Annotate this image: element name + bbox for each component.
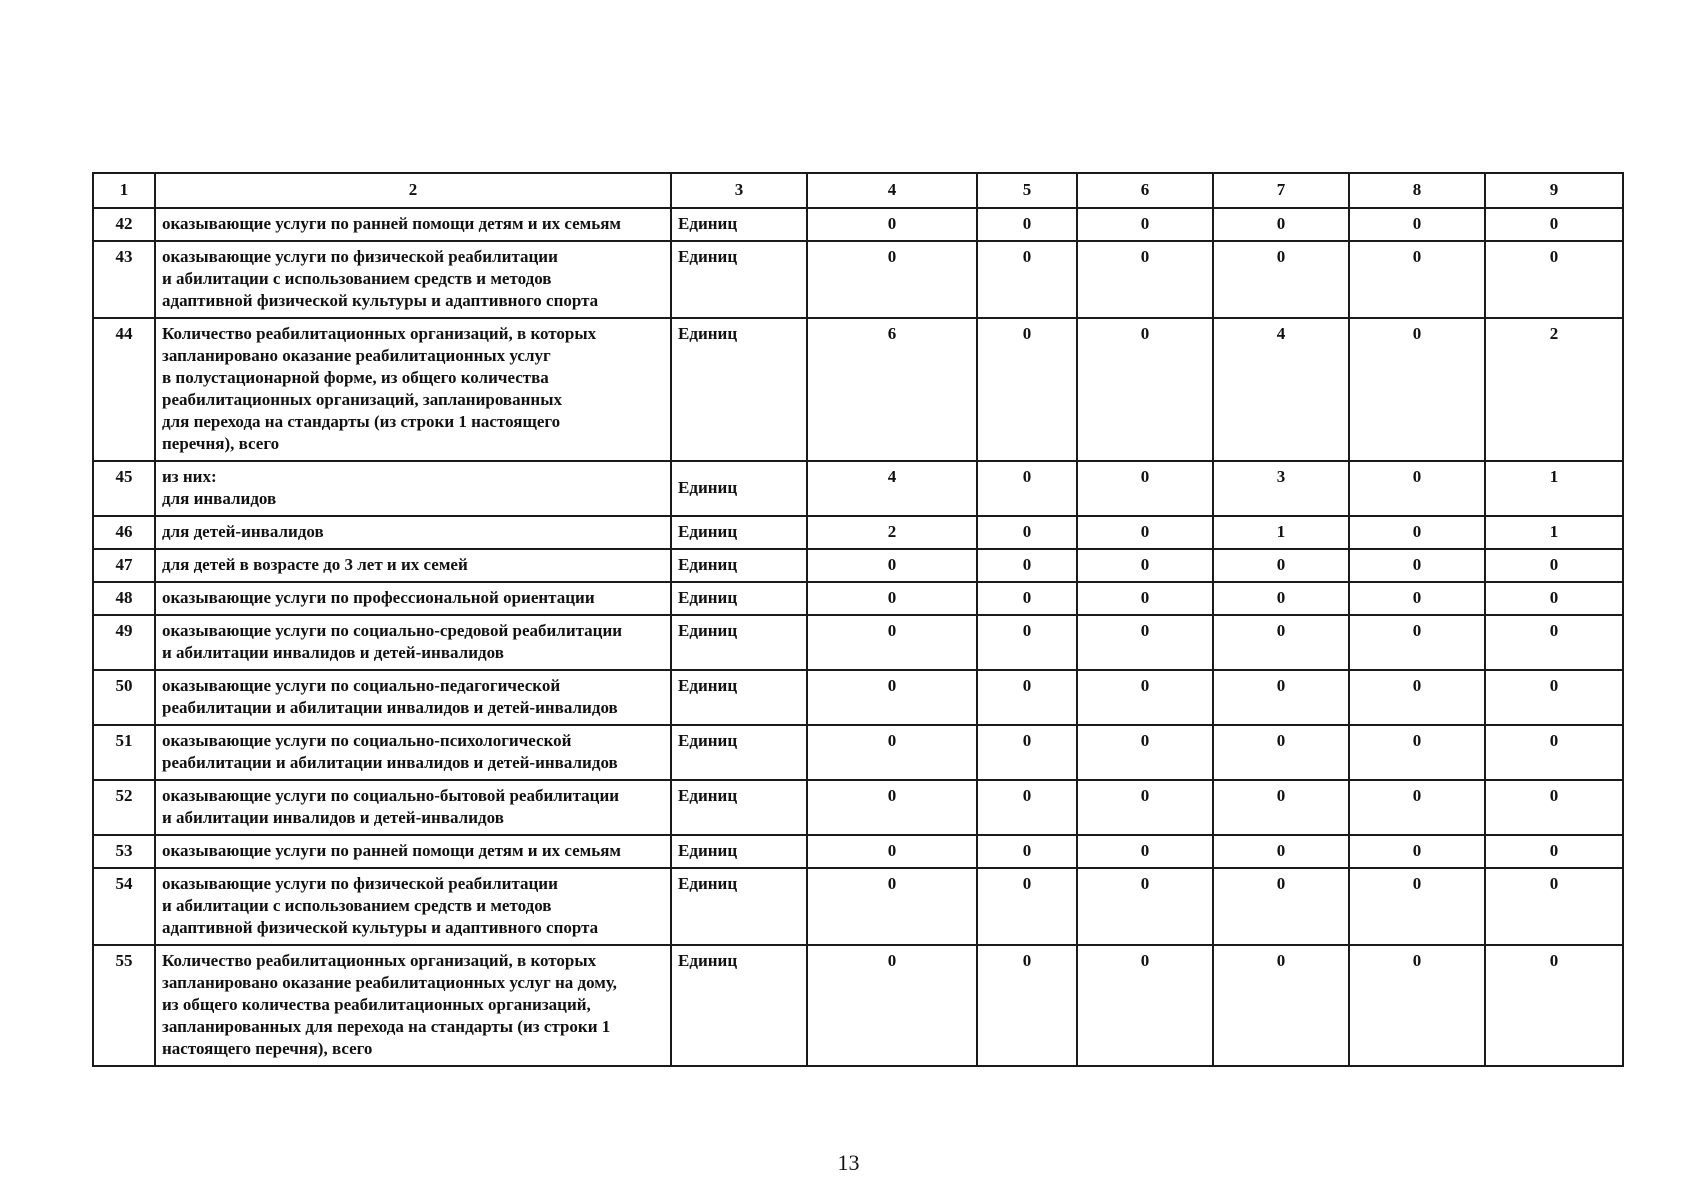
row-indicator-name: Количество реабилитационных организаций, в которых запланировано оказание реабилитационных услуг в полустационарной форме, из общего количества реабилитационных организаций, запланированных для перехода на стандарты (из строки 1 настоящего перечня), всего (155, 318, 671, 461)
row-value: 4 (807, 461, 977, 516)
row-value: 0 (1213, 615, 1349, 670)
row-unit: Единиц (671, 835, 807, 868)
row-value: 0 (1349, 318, 1485, 461)
data-table (92, 172, 1624, 1067)
row-indicator-name: оказывающие услуги по профессиональной ориентации (155, 582, 671, 615)
row-unit: Единиц (671, 241, 807, 318)
row-number: 52 (93, 780, 155, 835)
row-unit: Единиц (671, 549, 807, 582)
row-value: 0 (807, 780, 977, 835)
row-value: 0 (977, 549, 1077, 582)
column-header: 8 (1349, 173, 1485, 208)
table-row (93, 318, 1623, 461)
row-indicator-name: оказывающие услуги по физической реабилитации и абилитации с использованием средств и методов адаптивной физической культуры и адаптивного спорта (155, 868, 671, 945)
row-indicator-name: оказывающие услуги по социально-бытовой реабилитации и абилитации инвалидов и детей-инвалидов (155, 780, 671, 835)
row-value: 0 (977, 615, 1077, 670)
row-value: 0 (1077, 835, 1213, 868)
row-value: 2 (1485, 318, 1623, 461)
row-value: 0 (807, 241, 977, 318)
row-number: 47 (93, 549, 155, 582)
row-value: 0 (977, 835, 1077, 868)
row-number: 45 (93, 461, 155, 516)
row-value: 0 (1077, 461, 1213, 516)
row-value: 0 (807, 945, 977, 1066)
row-value: 0 (1349, 461, 1485, 516)
row-value: 0 (1485, 549, 1623, 582)
row-value: 0 (1077, 670, 1213, 725)
table-row (93, 945, 1623, 1066)
table-row (93, 582, 1623, 615)
row-value: 0 (1349, 835, 1485, 868)
row-value: 0 (1349, 241, 1485, 318)
row-value: 0 (1349, 208, 1485, 241)
row-value: 0 (1485, 868, 1623, 945)
table-row (93, 241, 1623, 318)
row-value: 0 (1077, 780, 1213, 835)
row-number: 48 (93, 582, 155, 615)
row-value: 0 (977, 945, 1077, 1066)
row-number: 53 (93, 835, 155, 868)
row-value: 0 (1077, 868, 1213, 945)
row-value: 0 (1485, 835, 1623, 868)
row-value: 0 (807, 868, 977, 945)
row-indicator-name: оказывающие услуги по ранней помощи детям и их семьям (155, 208, 671, 241)
row-value: 0 (1077, 516, 1213, 549)
row-indicator-name: оказывающие услуги по ранней помощи детям и их семьям (155, 835, 671, 868)
row-value: 0 (1349, 945, 1485, 1066)
column-header: 1 (93, 173, 155, 208)
row-number: 54 (93, 868, 155, 945)
row-value: 0 (807, 670, 977, 725)
row-value: 0 (977, 318, 1077, 461)
row-unit: Единиц (671, 516, 807, 549)
table-row (93, 208, 1623, 241)
row-indicator-name: Количество реабилитационных организаций, в которых запланировано оказание реабилитационных услуг на дому, из общего количества реабилитационных организаций, запланированных для перехода на стандарты (из строки 1 настоящего перечня), всего (155, 945, 671, 1066)
row-number: 43 (93, 241, 155, 318)
row-value: 0 (977, 868, 1077, 945)
row-value: 0 (1485, 780, 1623, 835)
row-value: 0 (1485, 725, 1623, 780)
row-value: 0 (1213, 945, 1349, 1066)
column-header: 3 (671, 173, 807, 208)
column-header: 6 (1077, 173, 1213, 208)
table-row (93, 516, 1623, 549)
row-value: 0 (1213, 582, 1349, 615)
row-value: 0 (1213, 670, 1349, 725)
row-value: 0 (1349, 615, 1485, 670)
row-value: 0 (1077, 725, 1213, 780)
row-unit: Единиц (671, 615, 807, 670)
row-value: 0 (977, 208, 1077, 241)
row-value: 0 (1077, 945, 1213, 1066)
row-unit: Единиц (671, 945, 807, 1066)
row-indicator-name: из них: для инвалидов (155, 461, 671, 516)
row-indicator-name: оказывающие услуги по физической реабилитации и абилитации с использованием средств и методов адаптивной физической культуры и адаптивного спорта (155, 241, 671, 318)
row-indicator-name: оказывающие услуги по социально-психологической реабилитации и абилитации инвалидов и детей-инвалидов (155, 725, 671, 780)
row-indicator-name: оказывающие услуги по социально-педагогической реабилитации и абилитации инвалидов и детей-инвалидов (155, 670, 671, 725)
row-value: 0 (1077, 208, 1213, 241)
row-value: 0 (807, 582, 977, 615)
table-row (93, 615, 1623, 670)
row-number: 50 (93, 670, 155, 725)
column-header: 7 (1213, 173, 1349, 208)
row-value: 0 (977, 461, 1077, 516)
row-value: 0 (1213, 868, 1349, 945)
row-value: 0 (1213, 208, 1349, 241)
row-value: 0 (1213, 241, 1349, 318)
column-header: 4 (807, 173, 977, 208)
column-header: 9 (1485, 173, 1623, 208)
row-value: 0 (977, 780, 1077, 835)
row-value: 2 (807, 516, 977, 549)
table-row (93, 549, 1623, 582)
row-value: 0 (977, 725, 1077, 780)
row-value: 1 (1485, 461, 1623, 516)
row-unit: Единиц (671, 461, 807, 516)
row-value: 0 (1349, 725, 1485, 780)
row-value: 6 (807, 318, 977, 461)
row-value: 1 (1213, 516, 1349, 549)
row-unit: Единиц (671, 582, 807, 615)
row-value: 0 (1213, 835, 1349, 868)
row-value: 1 (1485, 516, 1623, 549)
row-unit: Единиц (671, 868, 807, 945)
column-header: 5 (977, 173, 1077, 208)
row-value: 0 (1485, 945, 1623, 1066)
row-value: 0 (1349, 516, 1485, 549)
row-value: 0 (1077, 582, 1213, 615)
table-row (93, 461, 1623, 516)
table-row (93, 670, 1623, 725)
row-number: 49 (93, 615, 155, 670)
row-value: 0 (1485, 582, 1623, 615)
row-unit: Единиц (671, 725, 807, 780)
row-indicator-name: для детей в возрасте до 3 лет и их семей (155, 549, 671, 582)
row-value: 0 (807, 725, 977, 780)
row-value: 0 (1213, 725, 1349, 780)
row-number: 55 (93, 945, 155, 1066)
row-value: 4 (1213, 318, 1349, 461)
row-unit: Единиц (671, 208, 807, 241)
row-value: 0 (977, 670, 1077, 725)
row-unit: Единиц (671, 670, 807, 725)
row-value: 0 (1213, 549, 1349, 582)
row-value: 0 (1349, 582, 1485, 615)
header-row (93, 173, 1623, 208)
row-value: 0 (1485, 615, 1623, 670)
row-value: 0 (1485, 208, 1623, 241)
row-value: 0 (807, 835, 977, 868)
row-value: 0 (1349, 670, 1485, 725)
row-value: 0 (977, 582, 1077, 615)
table-row (93, 780, 1623, 835)
row-indicator-name: оказывающие услуги по социально-средовой реабилитации и абилитации инвалидов и детей-инвалидов (155, 615, 671, 670)
row-value: 0 (1349, 549, 1485, 582)
row-number: 44 (93, 318, 155, 461)
table-row (93, 725, 1623, 780)
row-value: 3 (1213, 461, 1349, 516)
row-number: 42 (93, 208, 155, 241)
row-value: 0 (1077, 318, 1213, 461)
row-value: 0 (1485, 670, 1623, 725)
row-number: 51 (93, 725, 155, 780)
row-value: 0 (807, 615, 977, 670)
row-value: 0 (1077, 615, 1213, 670)
row-unit: Единиц (671, 318, 807, 461)
column-header: 2 (155, 173, 671, 208)
row-value: 0 (1349, 780, 1485, 835)
row-value: 0 (807, 549, 977, 582)
row-value: 0 (1213, 780, 1349, 835)
row-value: 0 (1077, 549, 1213, 582)
row-number: 46 (93, 516, 155, 549)
table-row (93, 835, 1623, 868)
table-row (93, 868, 1623, 945)
row-unit: Единиц (671, 780, 807, 835)
page-number: 13 (837, 1150, 860, 1175)
row-indicator-name: для детей-инвалидов (155, 516, 671, 549)
row-value: 0 (977, 516, 1077, 549)
row-value: 0 (977, 241, 1077, 318)
row-value: 0 (1077, 241, 1213, 318)
row-value: 0 (807, 208, 977, 241)
row-value: 0 (1349, 868, 1485, 945)
row-value: 0 (1485, 241, 1623, 318)
